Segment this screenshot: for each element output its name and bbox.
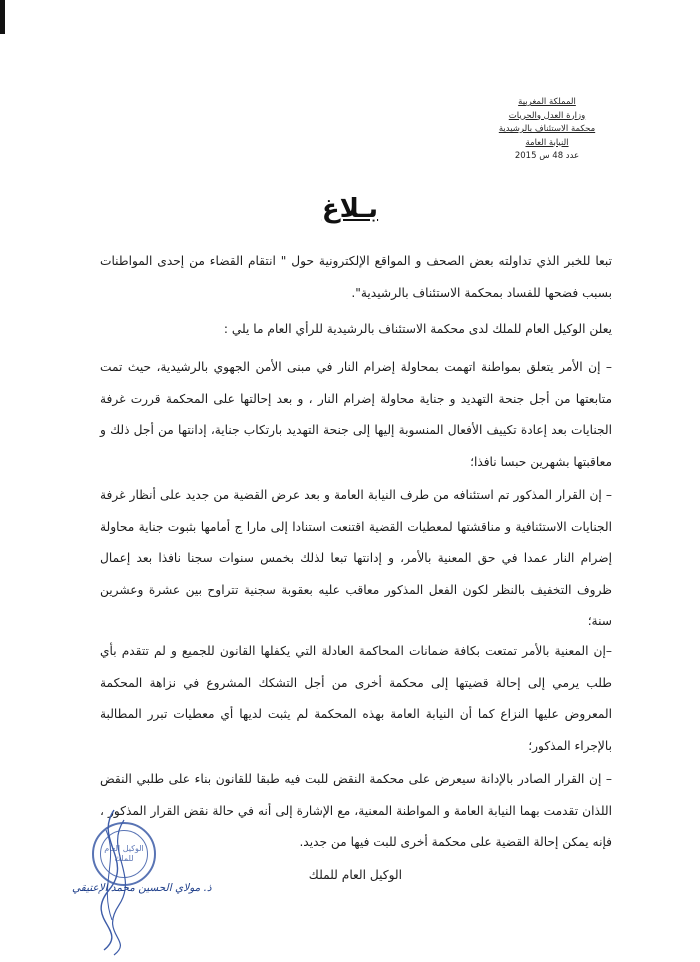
letterhead-line: محكمة الاستئناف بالرشيدية bbox=[498, 124, 596, 134]
statement-item: – إن القرار المذكور تم استئنافه من طرف النيابة العامة و بعد عرض القضية من جديد على أنظار غرفة الجنايات الاستئنافية و مناقشتها لمعطيات القضية اقتنعت استنادا إلى مارا ج أمامها بثبوت جناية محاولة إضرام النار عمدا في حق المعنية بالأمر، و إدانتها تبعا لذلك بخمس سنوات سجنا نافذا بعد إعمال ظروف التخفيف بالنظر لكون الفعل المذكور معاقب عليه بعقوبة سجنية تتراوح بين عشرة وعشرين سنة؛ bbox=[100, 488, 612, 628]
letterhead-line: النيابة العامة bbox=[525, 137, 569, 148]
statement-item: – إن القرار الصادر بالإدانة سيعرض على محكمة النقض للبت فيه طبقا للقانون بناء على طلبي النقض اللذان تقدمت بهما النيابة العامة و المواطنة المعنية، مع الإشارة إلى أنه في حالة نقض القرار المذكور ، فإنه يمكن إحالة القضية على محكمة أخرى للبت فيها من جديد. bbox=[100, 772, 612, 849]
statement-item: –إن المعنية بالأمر تمتعت بكافة ضمانات المحاكمة العادلة التي يكفلها القانون للجميع و لم تتقدم بأي طلب يرمي إلى إحالة قضيتها إلى محكمة أخرى من أجل التشكك المشروع في نزاهة المحكمة المعروض عليها النزاع كما أن النيابة العامة بهذه المحكمة لم يثبت لديها أي معطيات تبرر المطالبة بالإجراء المذكور؛ bbox=[100, 644, 612, 753]
signatory-name: ذ. مولاي الحسين محمد الإعتيقي bbox=[72, 882, 212, 894]
letterhead-line: وزارة العدل والحريات bbox=[508, 110, 586, 121]
stamp-text: الوكيل العام للملك bbox=[104, 844, 144, 863]
document-title: بـلاغ bbox=[321, 194, 379, 224]
statement-item: – إن الأمر يتعلق بمواطنة اتهمت بمحاولة إضرام النار في مبنى الأمن الجهوي بالرشيدية، حيث تمت متابعتها من أجل جنحة التهديد و جناية محاولة إضرام النار ، و بعد إحالتها على المحكمة قررت غرفة الجنايات بعد إعادة تكييف الأفعال المنسوبة إليها إلى جنحة التهديد بارتكاب جناية، إدانتها من أجل ذلك و معاقبتها بشهرين حبسا نافذا؛ bbox=[100, 360, 612, 469]
reference-number: عدد 48 س 2015 bbox=[514, 151, 580, 161]
stamp-inner-ring bbox=[100, 830, 148, 878]
intro-paragraph: تبعا للخبر الذي تداولته بعض الصحف و المواقع الإلكترونية حول " انتقام القضاء من إحدى المواطنات بسبب فضحها للفساد بمحكمة الاستئناف بالرشيدية". bbox=[100, 254, 612, 300]
letterhead-line: المملكة المغربية bbox=[518, 97, 576, 107]
closing-title: الوكيل العام للملك bbox=[308, 868, 402, 882]
letterhead bbox=[482, 96, 612, 164]
official-stamp bbox=[92, 822, 156, 886]
announcement-paragraph: يعلن الوكيل العام للملك لدى محكمة الاستئناف بالرشيدية للرأي العام ما يلي : bbox=[223, 322, 612, 336]
